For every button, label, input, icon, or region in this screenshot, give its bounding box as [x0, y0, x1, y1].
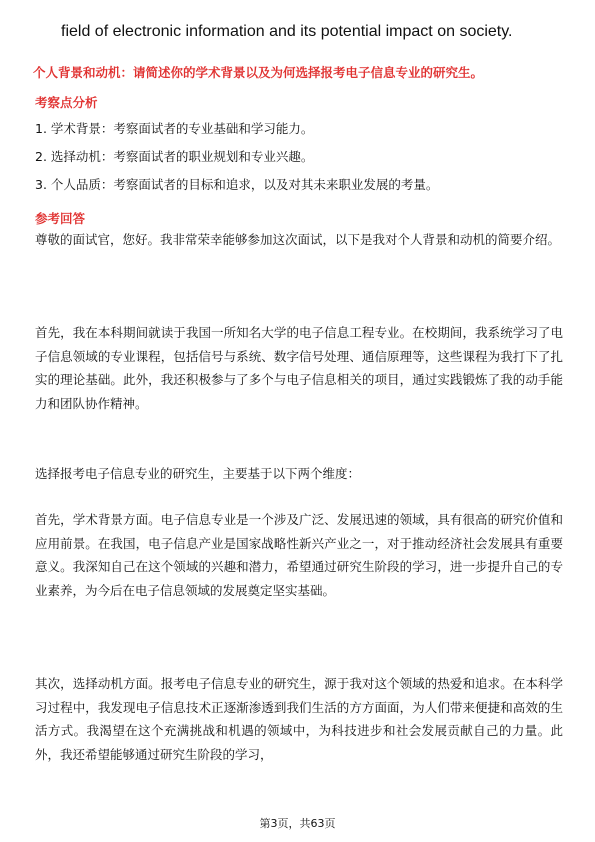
- page-footer: 第3页，共63页: [259, 817, 336, 830]
- analysis-item: 3. 个人品质：考察面试者的目标和追求，以及对其未来职业发展的考量。: [35, 177, 439, 192]
- answer-heading: 参考回答: [35, 211, 86, 226]
- answer-paragraph: 其次，选择动机方面。报考电子信息专业的研究生，源于我对这个领域的热爱和追求。在本科学习过程中，我发现电子信息技术正逐渐渗透到我们生活的方方面面，为人们带来便捷和高效的生活方式。我渴望在这个充满挑战和机遇的领域中，为科技进步和社会发展贡献自己的力量。此外，我还希望能够通过研究生阶段的学习，: [35, 676, 563, 762]
- analysis-item: 1. 学术背景：考察面试者的专业基础和学习能力。: [35, 121, 314, 136]
- answer-paragraph: 尊敬的面试官，您好。我非常荣幸能够参加这次面试，以下是我对个人背景和动机的简要介绍。: [35, 232, 561, 247]
- answer-paragraph: 首先，学术背景方面。电子信息专业是一个涉及广泛、发展迅速的领域，具有很高的研究价值和应用前景。在我国，电子信息产业是国家战略性新兴产业之一，对于推动经济社会发展具有重要意义。我深知自己在这个领域的兴趣和潜力，希望通过研究生阶段的学习，进一步提升自己的专业素养，为今后在电子信息领域的发展奠定坚实基础。: [35, 512, 563, 598]
- analysis-item: 2. 选择动机：考察面试者的职业规划和专业兴趣。: [35, 149, 314, 164]
- question-title: 个人背景和动机：请简述你的学术背景以及为何选择报考电子信息专业的研究生。: [33, 65, 484, 80]
- continuation-text: field of electronic information and its potential impact on society.: [61, 23, 513, 40]
- analysis-heading: 考察点分析: [35, 95, 98, 110]
- answer-paragraph: 首先，我在本科期间就读于我国一所知名大学的电子信息工程专业。在校期间，我系统学习了电子信息领域的专业课程，包括信号与系统、数字信号处理、通信原理等，这些课程为我打下了扎实的理论基础。此外，我还积极参与了多个与电子信息相关的项目，通过实践锻炼了我的动手能力和团队协作精神。: [35, 325, 563, 411]
- answer-paragraph: 选择报考电子信息专业的研究生，主要基于以下两个维度：: [35, 466, 361, 481]
